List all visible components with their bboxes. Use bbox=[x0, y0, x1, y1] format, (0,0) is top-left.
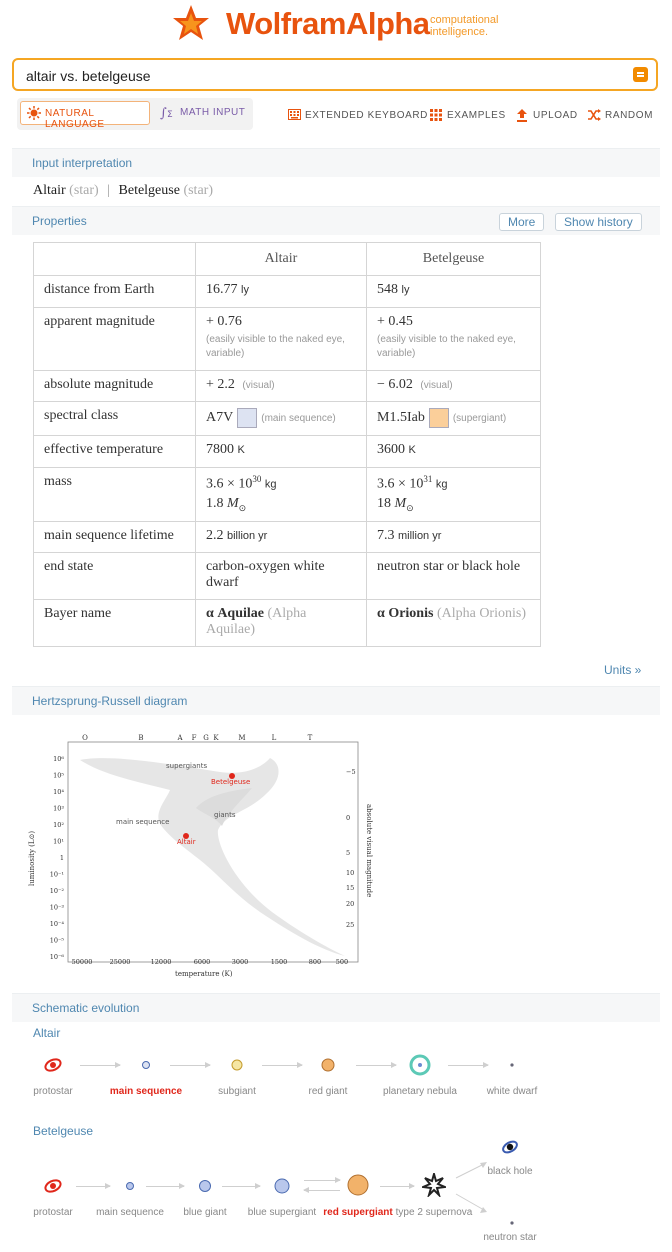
betelgeuse-evolution-title: Betelgeuse bbox=[33, 1124, 94, 1138]
cell-value: α Orionis (Alpha Orionis) bbox=[367, 600, 541, 647]
wolfram-spikey-icon bbox=[168, 4, 214, 44]
white-dwarf-icon bbox=[508, 1061, 516, 1069]
show-history-button[interactable]: Show history bbox=[555, 213, 642, 231]
region-label-giants: giants bbox=[214, 811, 236, 819]
magnitude-tick: −5 bbox=[346, 768, 356, 776]
column-header-betelgeuse: Betelgeuse bbox=[367, 243, 541, 276]
stage-label: planetary nebula bbox=[383, 1086, 457, 1097]
grid-dots-icon bbox=[430, 109, 442, 121]
altair-evolution-title: Altair bbox=[33, 1026, 61, 1040]
stage-label: blue supergiant bbox=[247, 1207, 317, 1218]
cell-value: α Aquilae (Alpha Aquilae) bbox=[196, 600, 367, 647]
cell-value: + 0.76 (easily visible to the naked eye, variable) bbox=[196, 308, 367, 371]
column-header-altair: Altair bbox=[196, 243, 367, 276]
temperature-tick: 800 bbox=[308, 958, 322, 966]
luminosity-tick: 1 bbox=[59, 854, 64, 862]
hr-diagram-title: Hertzsprung-Russell diagram bbox=[32, 694, 188, 708]
magnitude-tick: 15 bbox=[346, 884, 355, 892]
wolfram-alpha-logo[interactable] bbox=[168, 4, 508, 44]
table-row bbox=[34, 276, 541, 308]
cell-value: $3.6 \times 10^{30}$ kg 1.8 $M_⊙$ bbox=[196, 468, 367, 522]
schematic-evolution-title: Schematic evolution bbox=[32, 1001, 140, 1015]
interp-separator: | bbox=[107, 183, 111, 198]
star-label-altair: Altair bbox=[177, 838, 196, 846]
planetary-nebula-icon bbox=[408, 1053, 432, 1077]
more-button[interactable]: More bbox=[499, 213, 544, 231]
table-header-row bbox=[34, 243, 541, 276]
hr-diagram-plot bbox=[20, 724, 380, 984]
search-box[interactable] bbox=[12, 58, 658, 91]
row-label: mass bbox=[34, 468, 196, 522]
y-axis-label: luminosity (L⊙) bbox=[28, 830, 36, 886]
magnitude-tick: 0 bbox=[346, 814, 351, 822]
temperature-tick: 3000 bbox=[231, 958, 249, 966]
interp-item-1: Altair bbox=[33, 183, 66, 198]
evolution-arrow bbox=[380, 1186, 414, 1187]
search-submit-button[interactable] bbox=[633, 67, 648, 82]
cell-value: M1.5Iab (supergiant) bbox=[367, 402, 541, 436]
evolution-arrow-back bbox=[304, 1190, 340, 1191]
interpretation-result bbox=[33, 183, 213, 199]
keyboard-icon bbox=[288, 109, 301, 120]
x-axis-label: temperature (K) bbox=[175, 970, 233, 978]
blue-giant-icon bbox=[197, 1178, 213, 1194]
luminosity-tick: 10³ bbox=[53, 804, 64, 813]
evolution-arrow bbox=[222, 1186, 260, 1187]
region-label-supergiants: supergiants bbox=[166, 762, 208, 770]
cell-value: A7V (main sequence) bbox=[196, 402, 367, 436]
stage-label: black hole bbox=[487, 1166, 533, 1177]
properties-pod bbox=[12, 206, 660, 234]
luminosity-tick: 10¹ bbox=[53, 837, 64, 846]
cell-value: $3.6 \times 10^{31}$ kg 18 $M_⊙$ bbox=[367, 468, 541, 522]
stage-label: white dwarf bbox=[486, 1086, 538, 1097]
spectral-class-tick: T bbox=[307, 734, 313, 742]
logo-tagline: computational intelligence. bbox=[430, 14, 499, 38]
right-axis-label: absolute visual magnitude bbox=[365, 804, 373, 898]
natural-language-label: NATURAL LANGUAGE bbox=[45, 108, 105, 130]
subgiant-icon bbox=[230, 1058, 244, 1072]
table-row bbox=[34, 600, 541, 647]
cell-value: − 6.02 (visual) bbox=[367, 371, 541, 402]
schematic-evolution-pod bbox=[12, 993, 660, 1021]
luminosity-tick: 10⁻¹ bbox=[49, 870, 64, 879]
input-interpretation-pod bbox=[12, 148, 660, 174]
spectral-class-tick: B bbox=[138, 734, 144, 742]
main-sequence-star-icon bbox=[124, 1180, 136, 1192]
black-hole-icon bbox=[501, 1138, 519, 1156]
temperature-tick: 25000 bbox=[109, 958, 131, 966]
luminosity-tick: 10² bbox=[53, 821, 64, 829]
shuffle-icon bbox=[588, 109, 601, 121]
stage-label: protostar bbox=[33, 1086, 73, 1097]
evolution-arrow bbox=[80, 1065, 120, 1066]
evolution-arrow bbox=[170, 1065, 210, 1066]
cell-value: 548 ly bbox=[367, 276, 541, 308]
table-row bbox=[34, 436, 541, 468]
natural-language-tab[interactable] bbox=[20, 101, 150, 130]
magnitude-tick: 5 bbox=[346, 849, 351, 857]
table-row bbox=[34, 468, 541, 522]
table-row bbox=[34, 553, 541, 600]
table-row bbox=[34, 522, 541, 553]
table-row bbox=[34, 402, 541, 436]
math-input-tab[interactable] bbox=[158, 101, 250, 125]
temperature-tick: 12000 bbox=[150, 958, 172, 966]
cell-value: 7800 K bbox=[196, 436, 367, 468]
spectral-color-swatch bbox=[429, 408, 449, 428]
stage-label: type 2 supernova bbox=[395, 1207, 473, 1218]
interp-item-2-type: (star) bbox=[183, 183, 213, 198]
stage-label-current: main sequence bbox=[109, 1086, 183, 1097]
math-input-label: MATH INPUT bbox=[180, 107, 246, 118]
interp-item-2: Betelgeuse bbox=[118, 183, 180, 198]
row-label: Bayer name bbox=[34, 600, 196, 647]
schematic-evolution-header bbox=[12, 993, 660, 1022]
temperature-tick: 500 bbox=[335, 958, 349, 966]
temperature-tick: 50000 bbox=[71, 958, 93, 966]
luminosity-tick: 10⁻⁴ bbox=[49, 920, 64, 928]
cell-value: + 2.2 (visual) bbox=[196, 371, 367, 402]
region-label-main-sequence: main sequence bbox=[116, 818, 170, 826]
stage-label: blue giant bbox=[183, 1207, 227, 1218]
spectral-class-tick: O bbox=[82, 734, 88, 742]
spectral-class-tick: L bbox=[271, 734, 277, 742]
red-giant-icon bbox=[320, 1057, 336, 1073]
main-sequence-star-icon bbox=[140, 1059, 152, 1071]
magnitude-tick: 25 bbox=[346, 921, 355, 929]
properties-title: Properties bbox=[32, 214, 87, 228]
hr-diagram-pod bbox=[12, 686, 660, 714]
luminosity-tick: 10⁻⁶ bbox=[49, 953, 64, 961]
protostar-icon bbox=[43, 1055, 63, 1075]
stage-label: protostar bbox=[33, 1207, 73, 1218]
integral-sum-icon bbox=[160, 104, 176, 120]
upload-icon bbox=[516, 109, 528, 122]
neutron-star-icon bbox=[508, 1219, 516, 1227]
luminosity-tick: 10⁶ bbox=[53, 755, 64, 763]
stage-label: subgiant bbox=[218, 1086, 256, 1097]
svg-text:Σ: Σ bbox=[167, 110, 173, 120]
magnitude-tick: 10 bbox=[346, 869, 355, 877]
stage-label: neutron star bbox=[483, 1232, 537, 1243]
luminosity-tick: 10⁻³ bbox=[49, 903, 64, 912]
temperature-tick: 6000 bbox=[193, 958, 211, 966]
input-interpretation-title: Input interpretation bbox=[32, 156, 133, 170]
spectral-class-tick: A bbox=[177, 734, 183, 742]
properties-table bbox=[33, 242, 541, 647]
spectral-class-tick: K bbox=[213, 734, 219, 742]
luminosity-tick: 10⁴ bbox=[53, 788, 64, 796]
evolution-arrow bbox=[146, 1186, 184, 1187]
luminosity-tick: 10⁻² bbox=[49, 887, 64, 895]
stage-label: red giant bbox=[308, 1086, 348, 1097]
spectral-color-swatch bbox=[237, 408, 257, 428]
spectral-class-tick: G bbox=[203, 734, 209, 742]
units-link[interactable]: Units » bbox=[604, 663, 642, 677]
evolution-arrow bbox=[304, 1180, 340, 1181]
luminosity-tick: 10⁻⁵ bbox=[49, 936, 64, 945]
input-interpretation-header bbox=[12, 148, 660, 177]
row-label: absolute magnitude bbox=[34, 371, 196, 402]
magnitude-tick: 20 bbox=[346, 900, 355, 908]
evolution-arrow bbox=[76, 1186, 110, 1187]
search-input[interactable]: altair vs. betelgeuse bbox=[26, 68, 151, 84]
protostar-icon bbox=[43, 1176, 63, 1196]
star-label-betelgeuse: Betelgeuse bbox=[211, 778, 251, 786]
blue-supergiant-icon bbox=[273, 1177, 291, 1195]
luminosity-tick: 10⁵ bbox=[53, 771, 64, 780]
table-row bbox=[34, 371, 541, 402]
table-row bbox=[34, 308, 541, 371]
stage-label-current: red supergiant bbox=[323, 1207, 393, 1218]
evolution-arrow bbox=[262, 1065, 302, 1066]
cell-value: 7.3 million yr bbox=[367, 522, 541, 553]
red-supergiant-icon bbox=[345, 1172, 371, 1198]
cell-value: 2.2 billion yr bbox=[196, 522, 367, 553]
input-mode-toggle bbox=[17, 98, 253, 130]
spectral-class-tick: F bbox=[191, 734, 197, 742]
row-label: spectral class bbox=[34, 402, 196, 436]
cell-value: 3600 K bbox=[367, 436, 541, 468]
row-label: end state bbox=[34, 553, 196, 600]
row-label: distance from Earth bbox=[34, 276, 196, 308]
cell-value: + 0.45 (easily visible to the naked eye, variable) bbox=[367, 308, 541, 371]
properties-header bbox=[12, 206, 660, 235]
row-label: apparent magnitude bbox=[34, 308, 196, 371]
supernova-icon bbox=[422, 1173, 446, 1197]
row-label: effective temperature bbox=[34, 436, 196, 468]
sun-icon bbox=[27, 106, 41, 120]
temperature-tick: 1500 bbox=[270, 958, 288, 966]
row-label: main sequence lifetime bbox=[34, 522, 196, 553]
spectral-class-tick: M bbox=[238, 734, 246, 742]
evolution-arrow bbox=[356, 1065, 396, 1066]
hr-diagram-header bbox=[12, 686, 660, 715]
svg-text:∫: ∫ bbox=[160, 106, 167, 120]
cell-value: neutron star or black hole bbox=[367, 553, 541, 600]
cell-value: 16.77 ly bbox=[196, 276, 367, 308]
stage-label: main sequence bbox=[96, 1207, 164, 1218]
logo-wordmark: WolframAlpha bbox=[226, 6, 430, 41]
cell-value: carbon-oxygen white dwarf bbox=[196, 553, 367, 600]
interp-item-1-type: (star) bbox=[69, 183, 99, 198]
evolution-arrow bbox=[448, 1065, 488, 1066]
